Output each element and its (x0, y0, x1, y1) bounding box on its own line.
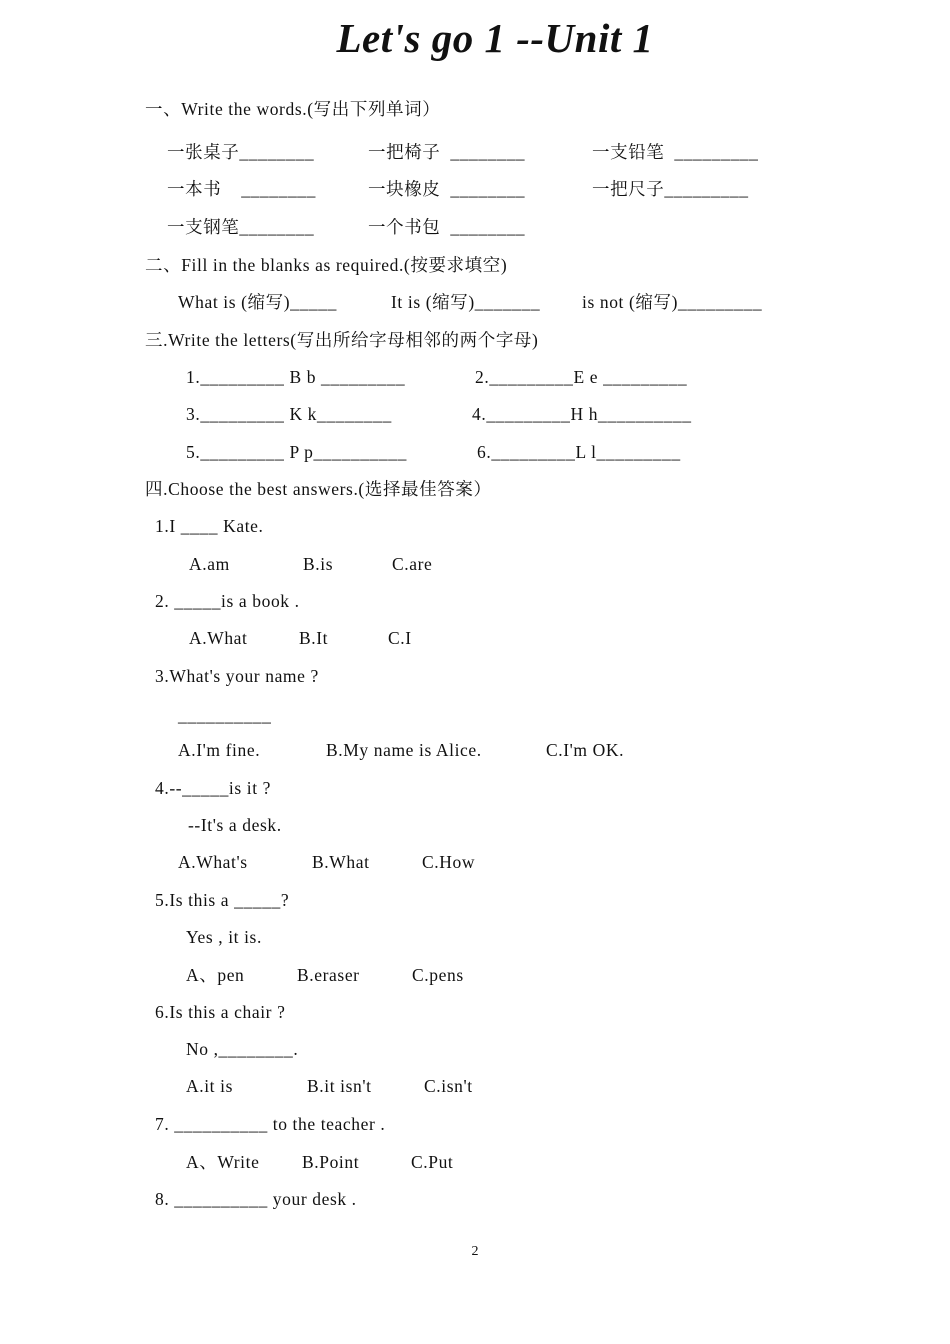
option-b: B.My name is Alice. (326, 740, 482, 760)
fill-item: is not (缩写)_________ (582, 292, 763, 312)
answer-blank: __________ (178, 705, 272, 725)
word-item: 一张桌子________ (167, 142, 315, 162)
option-c: C.isn't (424, 1076, 473, 1096)
option-b: B.is (303, 554, 334, 574)
option-c: C.I (388, 628, 412, 648)
option-a: A.it is (186, 1076, 233, 1096)
letter-item: 3._________ K k________ (186, 404, 392, 424)
word-item: 一支钢笔________ (167, 217, 315, 237)
question-text: 8. __________ your desk . (155, 1189, 357, 1209)
letter-item: 1._________ B b _________ (186, 367, 406, 387)
option-b: B.Point (302, 1152, 360, 1172)
fill-item: It is (缩写)_______ (391, 292, 541, 312)
word-item: 一支铅笔 _________ (592, 142, 759, 162)
option-a: A.What (189, 628, 248, 648)
option-a: A.am (189, 554, 230, 574)
option-c: C.pens (412, 965, 464, 985)
question-context: Yes , it is. (186, 927, 262, 947)
section2-heading: 二、Fill in the blanks as required.(按要求填空) (145, 255, 508, 275)
question-context: --It's a desk. (188, 815, 282, 835)
option-b: B.It (299, 628, 329, 648)
option-b: B.eraser (297, 965, 360, 985)
question-context: No ,________. (186, 1039, 299, 1059)
page-title: Let's go 1 --Unit 1 (336, 15, 654, 61)
section1-heading: 一、Write the words.(写出下列单词） (145, 99, 441, 119)
letter-item: 5._________ P p__________ (186, 442, 407, 462)
word-item: 一本书 ________ (167, 179, 316, 199)
question-text: 1.I ____ Kate. (155, 516, 264, 536)
option-a: A、Write (186, 1152, 260, 1172)
page-number: 2 (471, 1244, 479, 1259)
question-text: 4.--_____is it ? (155, 778, 272, 798)
letter-item: 6._________L l_________ (477, 442, 681, 462)
option-b: B.What (312, 852, 370, 872)
question-text: 7. __________ to the teacher . (155, 1114, 386, 1134)
option-c: C.I'm OK. (546, 740, 625, 760)
question-text: 3.What's your name ? (155, 666, 319, 686)
word-item: 一块橡皮 ________ (368, 179, 526, 199)
word-item: 一个书包 ________ (368, 217, 526, 237)
option-c: C.Put (411, 1152, 454, 1172)
option-b: B.it isn't (307, 1076, 372, 1096)
question-text: 6.Is this a chair ? (155, 1002, 286, 1022)
question-text: 2. _____is a book . (155, 591, 300, 611)
letter-item: 2._________E e _________ (475, 367, 688, 387)
word-item: 一把尺子_________ (592, 179, 749, 199)
section4-heading: 四.Choose the best answers.(选择最佳答案） (145, 479, 492, 499)
section3-heading: 三.Write the letters(写出所给字母相邻的两个字母) (145, 330, 539, 350)
option-c: C.are (392, 554, 433, 574)
option-a: A、pen (186, 965, 245, 985)
option-a: A.I'm fine. (178, 740, 261, 760)
option-a: A.What's (178, 852, 248, 872)
option-c: C.How (422, 852, 476, 872)
letter-item: 4._________H h__________ (472, 404, 692, 424)
fill-item: What is (缩写)_____ (178, 292, 337, 312)
word-item: 一把椅子 ________ (368, 142, 526, 162)
question-text: 5.Is this a _____? (155, 890, 290, 910)
